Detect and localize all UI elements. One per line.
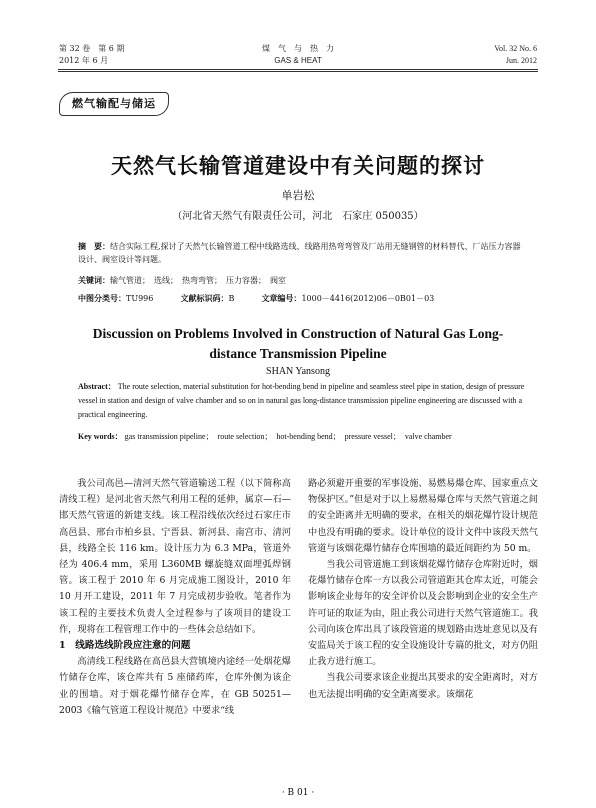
body-paragraph: 高清线工程线路在高邑县大营镇境内途经一处烟花爆竹储存仓库，该仓库共有 5 座储药库，仓库外侧为该企业的围墙。对于烟花爆竹储存仓库，在 GB 50251—2003《输气管道工程设计规范》中要求“线: [59, 656, 291, 716]
body-left-column: [59, 476, 291, 719]
abstract-en: [78, 380, 528, 422]
body-paragraph: 我公司高邑—清河天然气管道输送工程（以下简称高清线工程）是河北省天然气利用工程的延伸，属京—石—邯天然气管道的新建支线。该工程沿线依次经过石家庄市高邑县、邢台市柏乡县、宁晋县、新河县、南宫市、清河县，线路全长 116 km。设计压力为 6.3 MPa，管道外径为 406.4 mm，采用 L360MB 螺旋缝双面埋弧焊钢管。该工程于 2010 年 6 月完成施工图设计，2010 年 10 月开工建设，2011 年 7 月完成初步验收。笔者作为该工程的主要技术负责人全过程参与了该项目的建设工作，现将在工程管理工作中的一些体会总结如下。: [59, 478, 291, 635]
header-rule-top: [58, 69, 538, 70]
section-heading: 1 线路选线阶段应注意的问题: [59, 640, 191, 652]
body-right-column: [308, 476, 538, 703]
keywords-zh-label: 关键词：: [78, 275, 110, 285]
abstract-en-label: Abstract：: [78, 382, 116, 391]
paper-title-zh: 天然气长输管道建设中有关问题的探讨: [111, 153, 485, 178]
abstract-en-text: The route selection, material substitution for hot-bending bend in pipeline and seamless steel pipe in station, design of pressure vessel in station and design of valve chamber and so on in natural gas long-distance transmission pipeline engineering are discussed with a practical engineering.: [78, 382, 525, 419]
classification-line: [78, 292, 528, 305]
abstract-zh-label: 摘 要：: [78, 241, 110, 251]
abstract-zh-text: 结合实际工程,探讨了天然气长输管道工程中线路选线、线路用热弯弯管及厂站用无缝钢管的材料替代、厂站压力容器设计、阀室设计等问题。: [78, 242, 521, 264]
affiliation-zh: （河北省天然气有限责任公司，河北 石家庄 050035）: [172, 211, 424, 222]
keywords-en: [78, 430, 528, 444]
header-journal-en: GAS & HEAT: [274, 56, 322, 65]
header-date: 2012 年 6 月: [59, 56, 109, 65]
article-number-value: 1000－4416(2012)06－0B01－03: [301, 294, 435, 303]
header-volume-en: Vol. 32 No. 6: [494, 44, 537, 53]
keywords-zh-text: 输气管道； 选线； 热弯弯管； 压力容器； 阀室: [110, 276, 286, 285]
author-en: SHAN Yansong: [266, 366, 330, 377]
header-journal-zh: 煤 气 与 热 力: [262, 44, 334, 53]
article-number-label: 文章编号：: [261, 293, 302, 303]
section-tag: 燃气输配与储运: [59, 92, 169, 116]
paper-title-en: Discussion on Problems Involved in Construction of Natural Gas Long-distance Transmission Pipeline: [92, 326, 504, 361]
author-zh: 单岩松: [281, 189, 315, 202]
keywords-en-text: gas transmission pipeline； route selection； hot-bending bend； pressure vessel； valve chamber: [124, 432, 452, 441]
clc-label: 中图分类号：: [78, 293, 126, 303]
abstract-zh: [78, 240, 528, 266]
keywords-en-label: Key words：: [78, 432, 123, 441]
doc-code-label: 文献标识码：: [180, 293, 229, 303]
doc-code-value: B: [228, 294, 235, 303]
keywords-zh: [78, 274, 528, 287]
header-rule-bottom: [58, 71, 538, 72]
body-paragraph: 路必须避开重要的军事设施、易燃易爆仓库、国家重点文物保护区。”但是对于以上易燃易爆仓库与天然气管道之间的安全距离并无明确的要求，在相关的烟花爆竹设计规范中也没有明确的要求。设计单位的设计文件中该段天然气管道与该烟花爆竹储存仓库围墙的最近间距约为 50 m。: [308, 478, 538, 554]
header-volume: 第 32 卷 第 6 期: [59, 44, 125, 53]
body-paragraph: 当我公司管道施工到该烟花爆竹储存仓库附近时，烟花爆竹储存仓库一方以我公司管道距其仓库太近，可能会影响该企业每年的安全评价以及会影响到企业的安全生产许可证的取证为由，阻止我公司进行天然气管道施工。我公司向该仓库出具了该段管道的规划路由选址意见以及有安监局关于该工程的安全设施设计专篇的批文，对方仍阻止我方进行施工。: [308, 559, 538, 668]
body-paragraph: 当我公司要求该企业提出其要求的安全距离时，对方也无法提出明确的安全距离要求。该烟花: [308, 672, 538, 700]
page-number: · B 01 ·: [281, 788, 315, 798]
clc-value: TU996: [126, 294, 154, 303]
header-date-en: Jun. 2012: [505, 56, 537, 65]
